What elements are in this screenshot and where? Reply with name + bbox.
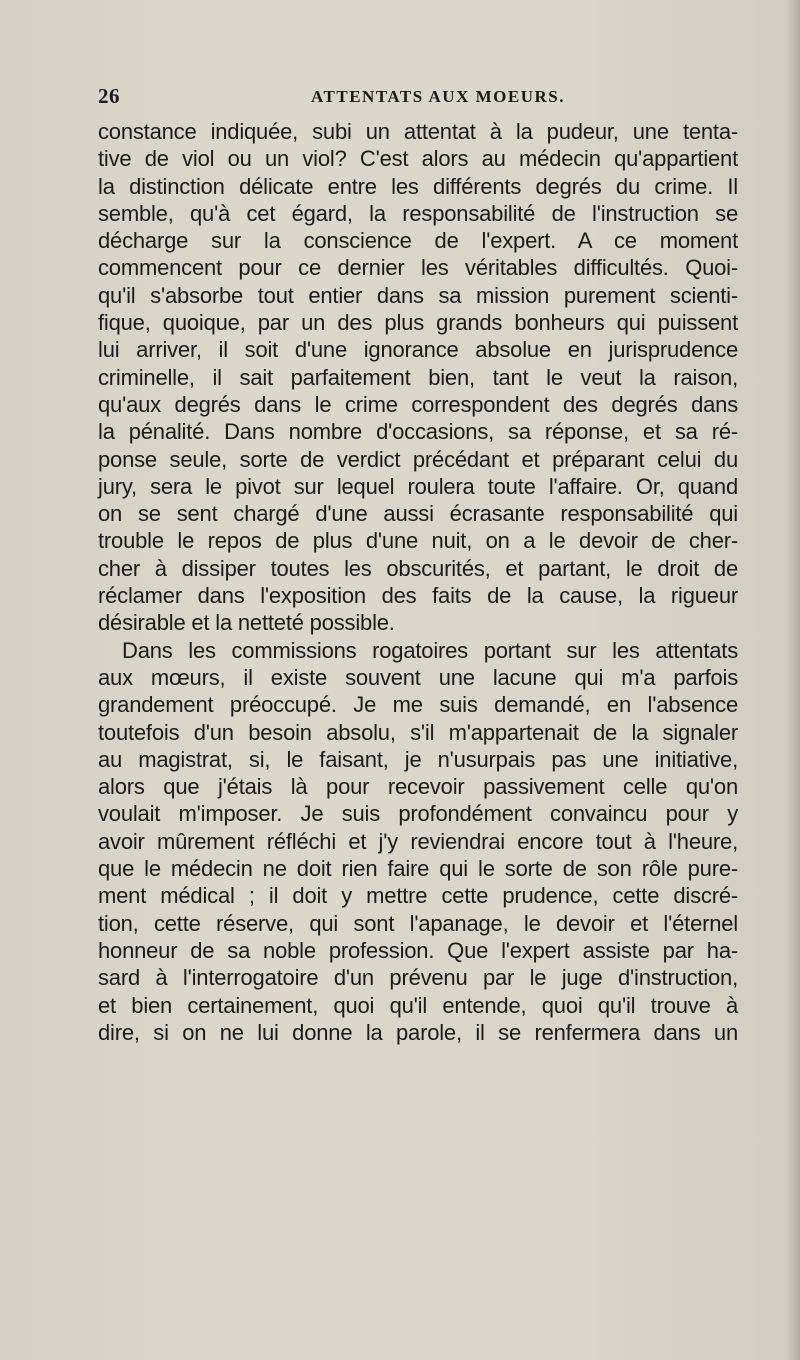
page-edge-shadow: [786, 0, 800, 1360]
text-line: ponse seule, sorte de verdict précédant et préparant celui du: [98, 446, 738, 472]
text-line: alors que j'étais là pour recevoir passivement celle qu'on: [98, 774, 738, 800]
text-line: la pénalité. Dans nombre d'occasions, sa réponse, et sa ré-: [98, 419, 738, 445]
text-line: honneur de sa noble profession. Que l'expert assiste par ha-: [98, 937, 738, 963]
text-line: toutefois d'un besoin absolu, s'il m'appartenait de la signaler: [98, 719, 738, 745]
running-title: ATTENTATS AUX MOEURS.: [311, 87, 565, 106]
text-line: ment médical ; il doit y mettre cette prudence, cette discré-: [98, 883, 738, 909]
text-line: constance indiquée, subi un attentat à la pudeur, une tenta-: [98, 119, 738, 144]
page-header: [98, 84, 738, 112]
text-line: aux mœurs, il existe souvent une lacune qui m'a parfois: [98, 664, 738, 690]
page-number: 26: [98, 84, 120, 108]
text-line: grandement préoccupé. Je me suis demandé, en l'absence: [98, 692, 738, 718]
text-line: que le médecin ne doit rien faire qui le sorte de son rôle pure-: [98, 856, 738, 882]
text-line: tive de viol ou un viol? C'est alors au médecin qu'appartient: [98, 146, 738, 172]
body-text: [98, 118, 738, 1046]
text-line: qu'aux degrés dans le crime correspondent des degrés dans: [98, 391, 738, 417]
text-line: réclamer dans l'exposition des faits de la cause, la rigueur: [98, 583, 738, 609]
text-line: dire, si on ne lui donne la parole, il se renfermera dans un: [98, 1019, 738, 1045]
text-line: cher à dissiper toutes les obscurités, et partant, le droit de: [98, 555, 738, 581]
text-line: avoir mûrement réfléchi et j'y reviendrai encore tout à l'heure,: [98, 828, 738, 854]
text-line: lui arriver, il soit d'une ignorance absolue en jurisprudence: [98, 337, 738, 363]
text-line: Dans les commissions rogatoires portant sur les attentats: [122, 637, 738, 663]
text-line: sard à l'interrogatoire d'un prévenu par le juge d'instruction,: [98, 965, 738, 991]
text-line: voulait m'imposer. Je suis profondément convaincu pour y: [98, 801, 738, 827]
text-line: criminelle, il sait parfaitement bien, tant le veut la raison,: [98, 364, 738, 390]
text-line: au magistrat, si, le faisant, je n'usurpais pas une initiative,: [98, 746, 738, 772]
text-line: semble, qu'à cet égard, la responsabilité de l'instruction se: [98, 200, 738, 226]
text-line: on se sent chargé d'une aussi écrasante responsabilité qui: [98, 501, 738, 527]
text-line: décharge sur la conscience de l'expert. A ce moment: [98, 228, 738, 254]
text-line: jury, sera le pivot sur lequel roulera toute l'affaire. Or, quand: [98, 473, 738, 499]
text-line: fique, quoique, par un des plus grands bonheurs qui puissent: [98, 310, 738, 336]
text-line: désirable et la netteté possible.: [98, 610, 395, 636]
text-line: la distinction délicate entre les différents degrés du crime. Il: [98, 173, 738, 199]
text-line: et bien certainement, quoi qu'il entende, quoi qu'il trouve à: [98, 992, 738, 1018]
text-line: qu'il s'absorbe tout entier dans sa mission purement scienti-: [98, 282, 738, 308]
text-line: tion, cette réserve, qui sont l'apanage, le devoir et l'éternel: [98, 910, 738, 936]
text-line: trouble le repos de plus d'une nuit, on a le devoir de cher-: [98, 528, 738, 554]
text-line: commencent pour ce dernier les véritables difficultés. Quoi-: [98, 255, 738, 281]
